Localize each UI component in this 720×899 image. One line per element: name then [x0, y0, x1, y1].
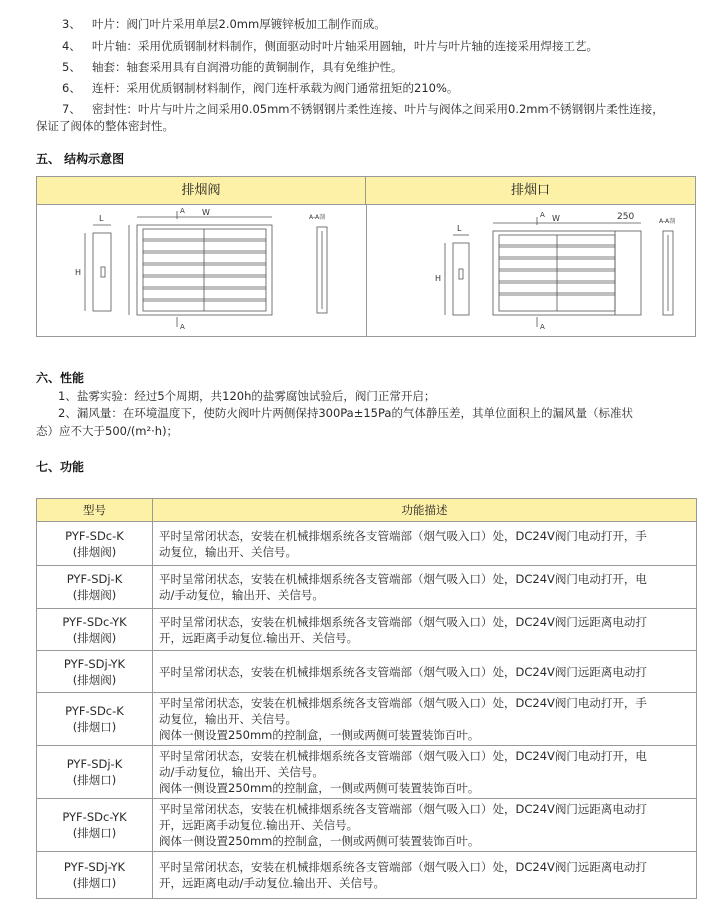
label-L: L — [457, 224, 462, 233]
smoke-outlet-drawing — [367, 205, 696, 336]
label-A-bottom: A — [540, 323, 545, 331]
description-cell: 平时呈常闭状态，安装在机械排烟系统各支管端部（烟气吸入口）处，DC24V阀门电动打开，电 动/手动复位，输出开、关信号。 阀体一侧设置250mm的控制盒，一侧或两侧可装置装饰百叶。 — [153, 746, 697, 799]
label-H: H — [435, 274, 442, 283]
smoke-valve-drawing — [37, 205, 366, 336]
spec-item: 7、 密封性：叶片与叶片之间采用0.05mm不锈钢钢片柔性连接、叶片与阀体之间采用0.2mm不锈钢钢片柔性连接， — [62, 102, 664, 116]
model-cell: PYF-SDj-K (排烟阀) — [37, 566, 153, 609]
spec-item: 3、 叶片：阀门叶片采用单层2.0mm厚镀锌板加工制作而成。 — [62, 17, 386, 31]
model-cell: PYF-SDc-YK (排烟阀) — [37, 609, 153, 651]
section7-heading: 七、功能 — [36, 460, 85, 474]
table-row — [37, 566, 697, 609]
label-W: W — [202, 208, 210, 217]
table-header-row — [37, 499, 697, 522]
table-row — [37, 651, 697, 693]
section5-heading: 五、 结构示意图 — [36, 152, 125, 166]
model-cell: PYF-SDj-K (排烟口) — [37, 746, 153, 799]
description-cell: 平时呈常闭状态，安装在机械排烟系统各支管端部（烟气吸入口）处，DC24V阀门电动打开，手 动复位，输出开、关信号。 阀体一侧设置250mm的控制盒，一侧或两侧可装置装饰百叶。 — [153, 693, 697, 746]
performance-item: 1、盐雾实验：经过5个周期，共120h的盐雾腐蚀试验后，阀门正常开启； — [58, 389, 436, 403]
model-cell: PYF-SDc-K (排烟口) — [37, 693, 153, 746]
description-cell: 平时呈常闭状态，安装在机械排烟系统各支管端部（烟气吸入口）处，DC24V阀门远距离电动打 开，远距离手动复位.输出开、关信号。 阀体一侧设置250mm的控制盒，一侧或两侧可装置装饰百叶。 — [153, 799, 697, 852]
structure-diagram-table — [36, 176, 696, 337]
label-A-top: A — [540, 211, 545, 219]
table-row — [37, 693, 697, 746]
description-cell: 平时呈常闭状态，安装在机械排烟系统各支管端部（烟气吸入口）处，DC24V阀门远距离电动打 开，远距离手动复位.输出开、关信号。 — [153, 609, 697, 651]
description-cell: 平时呈常闭状态，安装在机械排烟系统各支管端部（烟气吸入口）处，DC24V阀门远距离电动打 — [153, 651, 697, 693]
description-cell: 平时呈常闭状态，安装在机械排烟系统各支管端部（烟气吸入口）处，DC24V阀门远距离电动打 开，远距离电动/手动复位.输出开、关信号。 — [153, 852, 697, 899]
label-AA-section: A-A剖 — [659, 218, 676, 225]
model-cell: PYF-SDj-YK (排烟阀) — [37, 651, 153, 693]
table-row — [37, 852, 697, 899]
function-table — [36, 498, 697, 899]
description-cell: 平时呈常闭状态，安装在机械排烟系统各支管端部（烟气吸入口）处，DC24V阀门电动打开，手 动复位，输出开、关信号。 — [153, 522, 697, 566]
performance-continuation: 态）应不大于500/(m²·h)； — [36, 424, 179, 438]
label-A-bottom: A — [180, 323, 185, 331]
spec-item: 5、 轴套：轴套采用具有自润滑功能的黄铜制作，具有免维护性。 — [62, 60, 403, 74]
table-row — [37, 799, 697, 852]
diagram-header-valve: 排烟阀 — [37, 177, 366, 205]
description-cell: 平时呈常闭状态，安装在机械排烟系统各支管端部（烟气吸入口）处，DC24V阀门电动打开，电 动/手动复位，输出开、关信号。 — [153, 566, 697, 609]
label-H: H — [75, 268, 82, 277]
label-W: W — [552, 214, 560, 223]
spec-item: 4、 叶片轴：采用优质钢制材料制作，侧面驱动时叶片轴采用圆轴，叶片与叶片轴的连接采用焊接工艺。 — [62, 39, 598, 53]
spec-item: 6、 连杆：采用优质钢制材料制作，阀门连杆承载为阀门通常扭矩的210%。 — [62, 81, 459, 95]
diagram-header-outlet: 排烟口 — [366, 177, 695, 205]
label-A-top: A — [180, 207, 185, 215]
section6-heading: 六、性能 — [36, 371, 85, 385]
header-model: 型号 — [37, 499, 153, 522]
label-250: 250 — [617, 212, 635, 222]
label-L: L — [99, 214, 104, 223]
model-cell: PYF-SDc-YK (排烟口) — [37, 799, 153, 852]
table-row — [37, 522, 697, 566]
header-description: 功能描述 — [153, 499, 697, 522]
performance-item: 2、漏风量：在环境温度下，使防火阀叶片两侧保持300Pa±15Pa的气体静压差，其单位面积上的漏风量（标准状 — [58, 406, 633, 420]
spec-continuation: 保证了阀体的整体密封性。 — [36, 119, 174, 133]
table-row — [37, 746, 697, 799]
model-cell: PYF-SDc-K (排烟阀) — [37, 522, 153, 566]
label-AA-section: A-A剖 — [309, 214, 326, 221]
table-row — [37, 609, 697, 651]
model-cell: PYF-SDj-YK (排烟口) — [37, 852, 153, 899]
